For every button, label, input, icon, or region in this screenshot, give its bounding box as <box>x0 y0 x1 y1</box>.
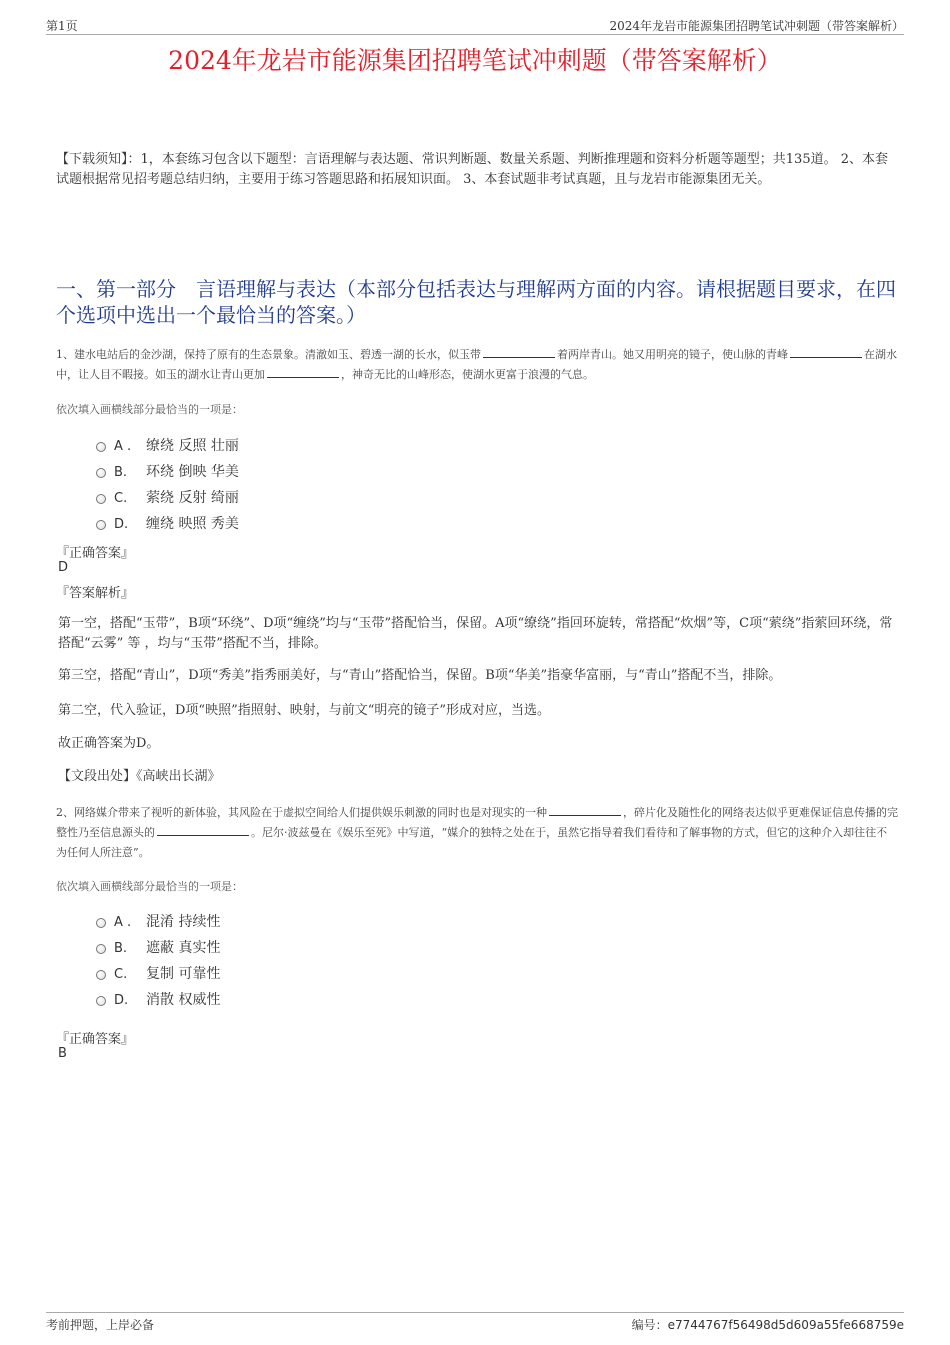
option-a[interactable]: A . 缭绕 反照 壮丽 <box>96 433 239 459</box>
answer-value: D <box>58 560 69 575</box>
blank-line <box>549 804 621 816</box>
question-2-options <box>96 909 220 1013</box>
page-number: 第1页 <box>46 19 78 33</box>
radio-button[interactable] <box>96 918 106 928</box>
analysis-paragraph: 第一空，搭配“玉带”，B项“环绕”、D项“缠绕”均与“玉带”搭配恰当，保留。A项“缭绕”指回环旋转，常搭配“炊烟”等，C项“萦绕”指萦回环绕，常搭配“云雾” 等 ，均与“玉带”搭配不当，排除。 <box>58 616 893 651</box>
radio-button[interactable] <box>96 996 106 1006</box>
footer-slogan: 考前押题，上岸必备 <box>46 1318 155 1332</box>
document-title: 2024年龙岩市能源集团招聘笔试冲刺题（带答案解析） <box>168 46 782 75</box>
analysis-paragraph: 第三空，搭配“青山”，D项“秀美”指秀丽美好，与“青山”搭配恰当，保留。B项“华美”指豪华富丽，与“青山”搭配不当，排除。 <box>58 668 782 683</box>
radio-button[interactable] <box>96 944 106 954</box>
analysis-label: 『答案解析』 <box>56 586 135 601</box>
question-1-text: 1、建水电站后的金沙湖，保持了原有的生态景象。清澈如玉、碧透一湖的长水，似玉带 着两岸青山。她又用明亮的镜子，使山脉的青峰 在湖水中，让人目不暇接。如玉的湖水让青山更加 ，神奇无比的山峰形态，使湖水更富于浪漫的气息。 <box>56 348 897 381</box>
option-d[interactable]: D. 缠绕 映照 秀美 <box>96 511 239 537</box>
blank-line <box>483 346 555 358</box>
source-note: 【文段出处】《高峡出长湖》 <box>58 769 221 784</box>
radio-button[interactable] <box>96 520 106 530</box>
radio-button[interactable] <box>96 494 106 504</box>
section-title: 一、第一部分 言语理解与表达（本部分包括表达与理解两方面的内容。请根据题目要求，在四个选项中选出一个最恰当的答案。） <box>56 277 896 327</box>
question-1-prompt: 依次填入画横线部分最恰当的一项是： <box>56 403 243 416</box>
radio-button[interactable] <box>96 468 106 478</box>
question-2-text: 2、网络媒介带来了视听的新体验，其风险在于虚拟空间给人们提供娱乐刺激的同时也是对现实的一种 ，碎片化及随性化的网络表达似乎更难保证信息传播的完整性乃至信息源头的 。尼尔·波兹曼在《娱乐至死》中写道，“媒介的独特之处在于，虽然它指导着我们看待和了解事物的方式，但它的这种介入却往往不为任何人所注意”。 <box>56 806 898 859</box>
answer-value: B <box>58 1046 67 1061</box>
blank-line <box>157 824 249 836</box>
analysis-paragraph: 故正确答案为D。 <box>58 736 160 751</box>
option-a[interactable]: A . 混淆 持续性 <box>96 909 220 935</box>
download-notice: 【下载须知】：1，本套练习包含以下题型：言语理解与表达题、常识判断题、数量关系题、判断推理题和资料分析题等题型；共135道。 2、本套试题根据常见招考题总结归纳，主要用于练习答题思路和拓展知识面。 3、本套试题非考试真题，且与龙岩市能源集团无关。 <box>56 152 888 187</box>
answer-label: 『正确答案』 <box>56 1032 135 1047</box>
radio-button[interactable] <box>96 442 106 452</box>
question-2-prompt: 依次填入画横线部分最恰当的一项是： <box>56 880 243 893</box>
option-b[interactable]: B. 环绕 倒映 华美 <box>96 459 239 485</box>
footer-id: 编号：e7744767f56498d5d609a55fe668759e <box>631 1318 904 1332</box>
page-footer <box>46 1312 904 1337</box>
radio-button[interactable] <box>96 970 106 980</box>
option-d[interactable]: D. 消散 权威性 <box>96 987 220 1013</box>
blank-line <box>790 346 862 358</box>
option-c[interactable]: C. 萦绕 反射 绮丽 <box>96 485 239 511</box>
answer-label: 『正确答案』 <box>56 546 135 561</box>
option-b[interactable]: B. 遮蔽 真实性 <box>96 935 220 961</box>
page-header <box>46 14 904 35</box>
analysis-paragraph: 第二空，代入验证，D项“映照”指照射、映射，与前文“明亮的镜子”形成对应，当选。 <box>58 703 551 718</box>
blank-line <box>267 366 339 378</box>
option-c[interactable]: C. 复制 可靠性 <box>96 961 220 987</box>
question-1-options <box>96 433 239 537</box>
header-doc-title: 2024年龙岩市能源集团招聘笔试冲刺题（带答案解析） <box>609 19 904 33</box>
